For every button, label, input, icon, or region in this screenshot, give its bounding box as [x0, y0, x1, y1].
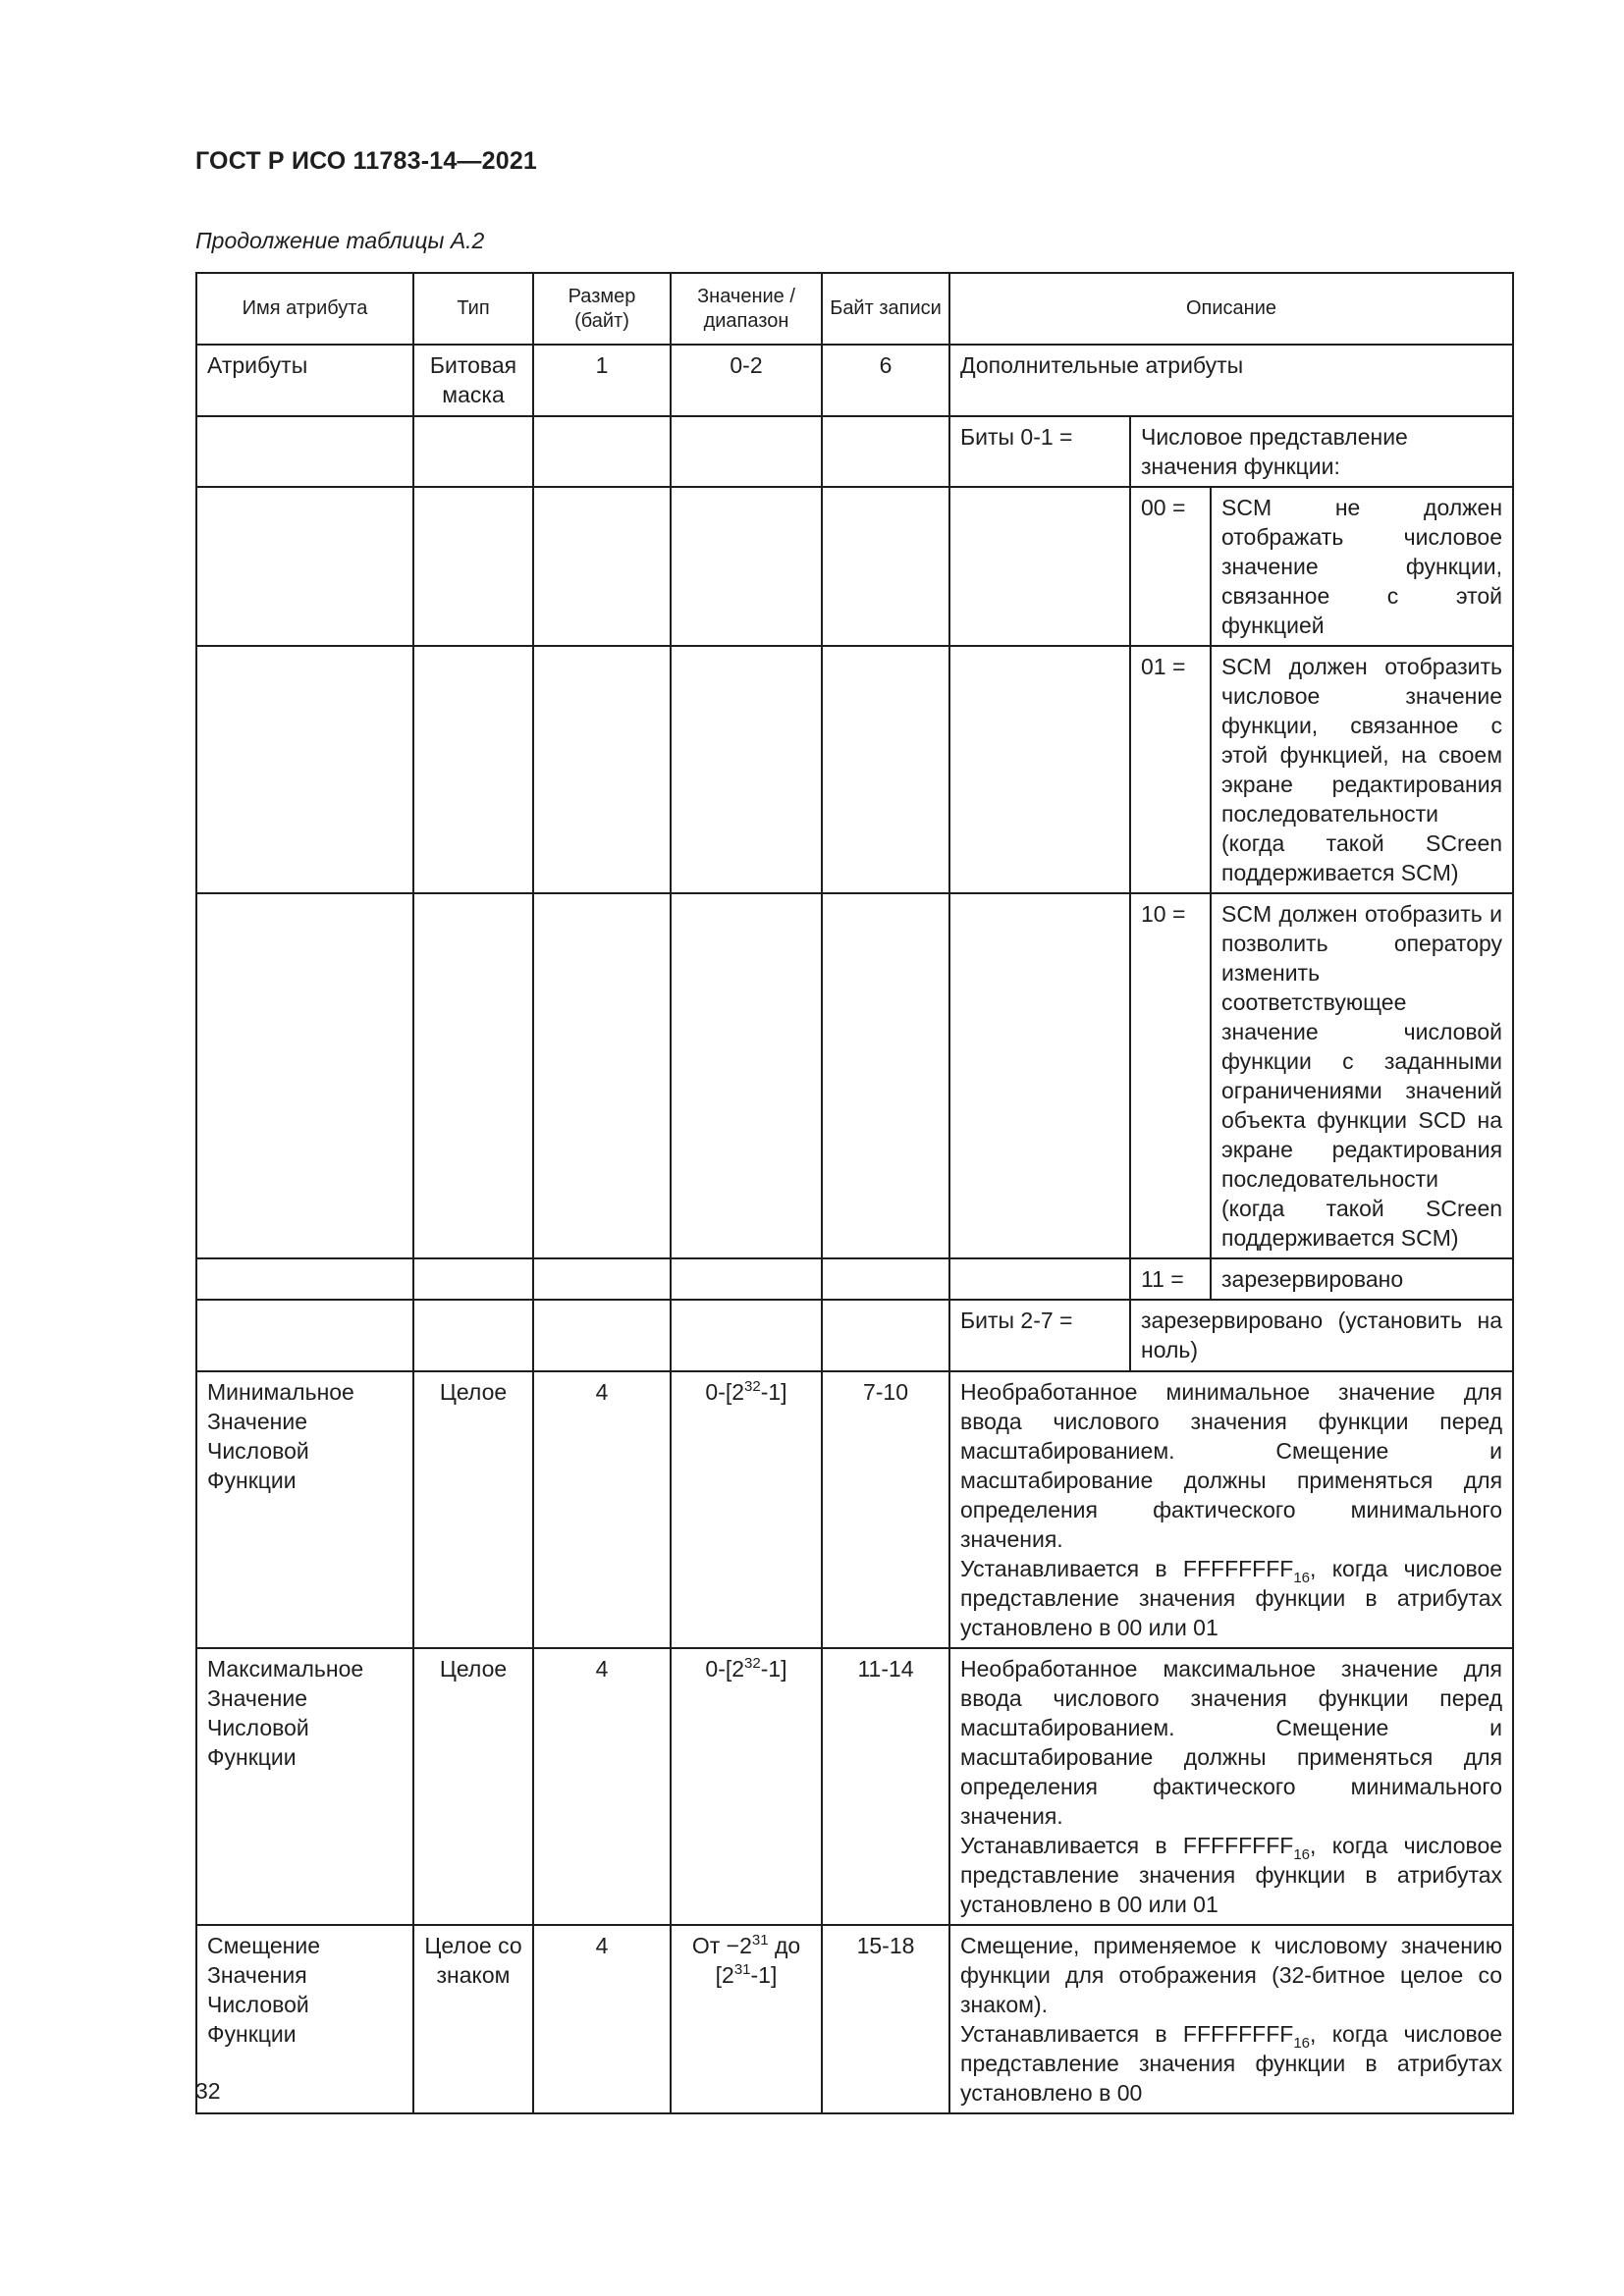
table-row: [196, 893, 1513, 1258]
bits27-label: Биты 2-7 =: [949, 1300, 1130, 1371]
bits01-text: Числовое представление значения функции:: [1130, 416, 1513, 487]
offset-name: Смещение Значения Числовой Функции: [196, 1925, 413, 2113]
max-name: Максимальное Значение Числовой Функции: [196, 1648, 413, 1925]
table-row: [196, 1258, 1513, 1300]
offset-type: Целое со знаком: [413, 1925, 533, 2113]
option-code: 11 =: [1130, 1258, 1211, 1300]
offset-size: 4: [533, 1925, 671, 2113]
attr-description: Дополнительные атрибуты: [949, 345, 1513, 416]
option-text: зарезервировано: [1211, 1258, 1513, 1300]
max-type: Целое: [413, 1648, 533, 1925]
option-text: SCM должен отобразить числовое значение функции, связанное с этой функцией, на своем экране редактирования последовательности (когда такой SCreen поддерживается SCM): [1211, 646, 1513, 893]
table-row: [196, 416, 1513, 487]
table-row: [196, 487, 1513, 646]
min-description: Необработанное минимальное значение для ввода числового значения функции перед масштабированием. Смещение и масштабирование должны применяться для определения фактического минимального значения. Устанавливается в $FFFFFFFF_{16}$, когда числовое представление значения функции в атрибутах установлено в 00 или 01: [949, 1371, 1513, 1648]
option-code: 01 =: [1130, 646, 1211, 893]
header-value: Значение / диапазон: [671, 273, 822, 345]
header-description: Описание: [949, 273, 1513, 345]
bits01-label: Биты 0-1 =: [949, 416, 1130, 487]
min-type: Целое: [413, 1371, 533, 1648]
option-text: SCM должен отобразить и позволить оператору изменить соответствующее значение числовой функции с заданными ограничениями значений объекта функции SCD на экране редактирования последовательности (когда такой SCreen поддерживается SCM): [1211, 893, 1513, 1258]
attr-value: 0-2: [671, 345, 822, 416]
max-range: $0-[2^{32}-1]$: [671, 1648, 822, 1925]
bits27-text: зарезервировано (установить на ноль): [1130, 1300, 1513, 1371]
offset-byte: 15-18: [822, 1925, 949, 2113]
option-code: 10 =: [1130, 893, 1211, 1258]
table-caption: Продолжение таблицы А.2: [195, 228, 485, 253]
max-description: Необработанное максимальное значение для ввода числового значения функции перед масштабированием. Смещение и масштабирование должны применяться для определения фактического минимального значения. Устанавливается в $FFFFFFFF_{16}$, когда числовое представление значения функции в атрибутах установлено в 00 или 01: [949, 1648, 1513, 1925]
attribute-table: [195, 272, 1514, 2114]
offset-range: От $-2^{31}$ до $[2^{31}-1]$: [671, 1925, 822, 2113]
max-byte: 11-14: [822, 1648, 949, 1925]
header-byte: Байт записи: [822, 273, 949, 345]
offset-description: Смещение, применяемое к числовому значению функции для отображения (32-битное целое со знаком). Устанавливается в $FFFFFFFF_{16}$, когда числовое представление значения функции в атрибутах установлено в 00: [949, 1925, 1513, 2113]
table-row: [196, 1925, 1513, 2113]
table-row: [196, 1648, 1513, 1925]
header-type: Тип: [413, 273, 533, 345]
attr-byte: 6: [822, 345, 949, 416]
table-row: [196, 1371, 1513, 1648]
min-range: $0-[2^{32}-1]$: [671, 1371, 822, 1648]
min-name: Минимальное Значение Числовой Функции: [196, 1371, 413, 1648]
table-row: [196, 646, 1513, 893]
option-code: 00 =: [1130, 487, 1211, 646]
min-byte: 7-10: [822, 1371, 949, 1648]
max-size: 4: [533, 1648, 671, 1925]
document-header: ГОСТ Р ИСО 11783-14—2021: [195, 147, 538, 175]
attr-type: Битовая маска: [413, 345, 533, 416]
min-size: 4: [533, 1371, 671, 1648]
attr-name: Атрибуты: [196, 345, 413, 416]
table-row: [196, 1300, 1513, 1371]
page-number: 32: [195, 2078, 221, 2104]
option-text: SCM не должен отображать числовое значение функции, связанное с этой функцией: [1211, 487, 1513, 646]
table-row: [196, 345, 1513, 416]
header-name: Имя атрибута: [196, 273, 413, 345]
attr-size: 1: [533, 345, 671, 416]
header-size: Размер (байт): [533, 273, 671, 345]
table-header-row: [196, 273, 1513, 345]
